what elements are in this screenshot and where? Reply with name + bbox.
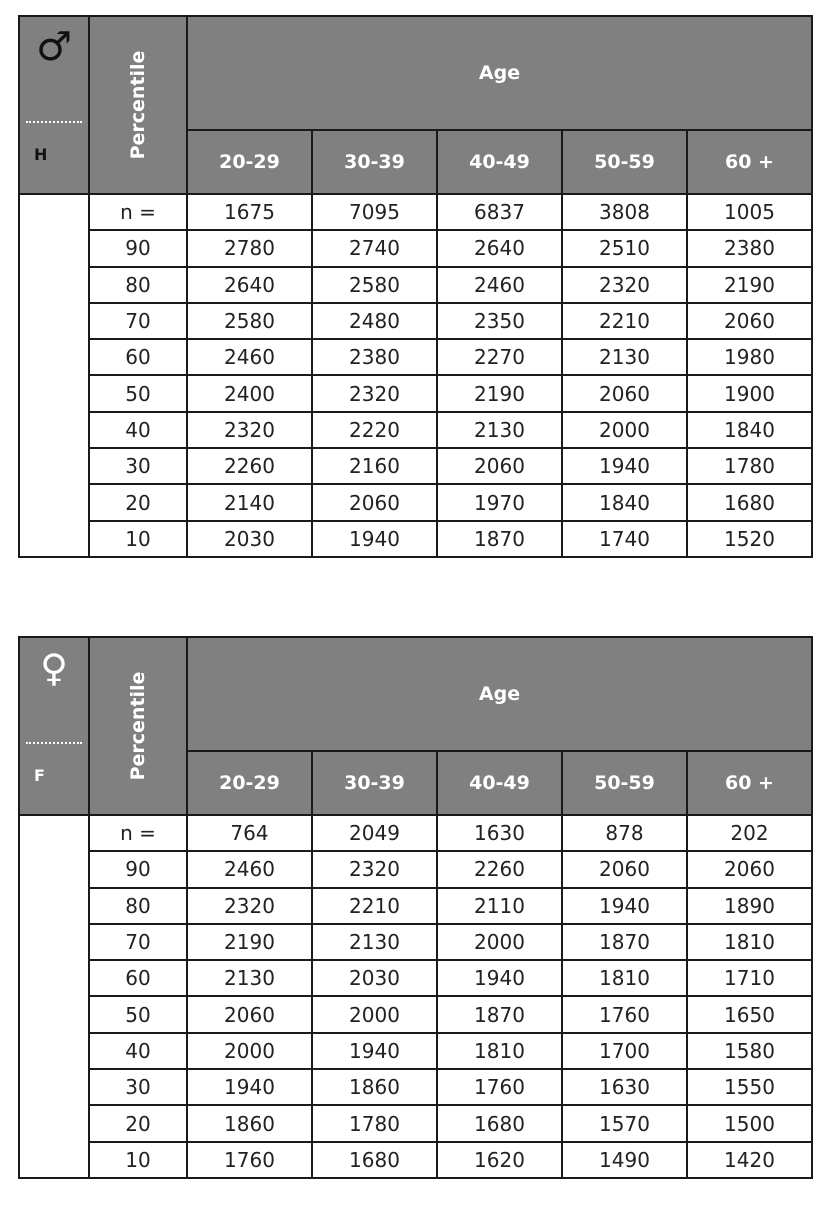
- value-cell: 1860: [187, 1105, 312, 1141]
- value-cell: 1980: [687, 339, 812, 375]
- value-cell: 2190: [187, 924, 312, 960]
- table-row: [19, 960, 812, 996]
- value-cell: 2049: [312, 815, 437, 851]
- female-table-body: [19, 815, 812, 1178]
- value-cell: 1940: [562, 888, 687, 924]
- percentile-cell: 90: [89, 230, 187, 266]
- age-group-header: 40-49: [437, 751, 562, 815]
- dotted-divider: [26, 121, 82, 123]
- dotted-divider: [26, 742, 82, 744]
- table-row: [19, 412, 812, 448]
- value-cell: 1630: [562, 1069, 687, 1105]
- value-cell: 2270: [437, 339, 562, 375]
- value-cell: 2140: [187, 484, 312, 520]
- percentile-cell: 70: [89, 924, 187, 960]
- percentile-cell: 60: [89, 960, 187, 996]
- value-cell: 2060: [562, 375, 687, 411]
- age-header: Age: [187, 16, 812, 130]
- value-cell: 2480: [312, 303, 437, 339]
- value-cell: 2210: [312, 888, 437, 924]
- value-cell: 2380: [312, 339, 437, 375]
- value-cell: 2320: [312, 851, 437, 887]
- value-cell: 6837: [437, 194, 562, 230]
- value-cell: 2130: [437, 412, 562, 448]
- percentile-cell: 60: [89, 339, 187, 375]
- value-cell: 1760: [187, 1142, 312, 1178]
- male-symbol-icon: ♂: [36, 24, 72, 70]
- value-cell: 2110: [437, 888, 562, 924]
- table-row: [19, 448, 812, 484]
- percentile-cell: 10: [89, 1142, 187, 1178]
- value-cell: 1630: [437, 815, 562, 851]
- age-group-header: 50-59: [562, 751, 687, 815]
- value-cell: 1740: [562, 521, 687, 557]
- value-cell: 2060: [687, 303, 812, 339]
- value-cell: 1870: [562, 924, 687, 960]
- value-cell: 2060: [187, 996, 312, 1032]
- value-cell: 2130: [187, 960, 312, 996]
- value-cell: 1620: [437, 1142, 562, 1178]
- female-letter: F: [34, 766, 45, 785]
- value-cell: 1490: [562, 1142, 687, 1178]
- blank-cell: [19, 815, 89, 1178]
- value-cell: 1520: [687, 521, 812, 557]
- percentile-cell: 80: [89, 267, 187, 303]
- table-row: [19, 375, 812, 411]
- value-cell: 1940: [187, 1069, 312, 1105]
- percentile-cell: 80: [89, 888, 187, 924]
- value-cell: 1870: [437, 996, 562, 1032]
- percentile-cell: 40: [89, 1033, 187, 1069]
- value-cell: 1650: [687, 996, 812, 1032]
- value-cell: 1700: [562, 1033, 687, 1069]
- value-cell: 1680: [312, 1142, 437, 1178]
- value-cell: 2160: [312, 448, 437, 484]
- table-row: [19, 339, 812, 375]
- age-group-header: 20-29: [187, 130, 312, 194]
- value-cell: 1810: [687, 924, 812, 960]
- value-cell: 2510: [562, 230, 687, 266]
- value-cell: 1680: [687, 484, 812, 520]
- value-cell: 2000: [187, 1033, 312, 1069]
- value-cell: 2190: [687, 267, 812, 303]
- value-cell: 1580: [687, 1033, 812, 1069]
- value-cell: 1900: [687, 375, 812, 411]
- percentile-cell: 50: [89, 375, 187, 411]
- value-cell: 2130: [562, 339, 687, 375]
- value-cell: 2060: [312, 484, 437, 520]
- value-cell: 1970: [437, 484, 562, 520]
- percentile-header: [89, 16, 187, 194]
- age-group-header: 30-39: [312, 751, 437, 815]
- table-row: [19, 1142, 812, 1178]
- value-cell: 2220: [312, 412, 437, 448]
- value-cell: 1940: [312, 1033, 437, 1069]
- age-group-header: 60 +: [687, 751, 812, 815]
- table-row: [19, 484, 812, 520]
- value-cell: 1500: [687, 1105, 812, 1141]
- value-cell: 1005: [687, 194, 812, 230]
- value-cell: 1810: [562, 960, 687, 996]
- value-cell: 1760: [437, 1069, 562, 1105]
- value-cell: 2780: [187, 230, 312, 266]
- value-cell: 2260: [437, 851, 562, 887]
- value-cell: 2740: [312, 230, 437, 266]
- percentile-cell: 40: [89, 412, 187, 448]
- male-symbol-cell: [19, 16, 89, 194]
- value-cell: 2460: [437, 267, 562, 303]
- percentile-cell: 20: [89, 484, 187, 520]
- value-cell: 764: [187, 815, 312, 851]
- percentile-cell: 20: [89, 1105, 187, 1141]
- table-row: [19, 851, 812, 887]
- value-cell: 2580: [187, 303, 312, 339]
- age-group-header: 60 +: [687, 130, 812, 194]
- value-cell: 1940: [437, 960, 562, 996]
- value-cell: 1870: [437, 521, 562, 557]
- table-row: [19, 521, 812, 557]
- percentile-cell: 50: [89, 996, 187, 1032]
- value-cell: 1840: [562, 484, 687, 520]
- table-row: [19, 303, 812, 339]
- table-row: [19, 1033, 812, 1069]
- age-header: Age: [187, 637, 812, 751]
- male-letter: H: [34, 145, 48, 164]
- age-group-header: 30-39: [312, 130, 437, 194]
- percentile-label: Percentile: [127, 671, 149, 781]
- value-cell: 2130: [312, 924, 437, 960]
- value-cell: 2000: [312, 996, 437, 1032]
- value-cell: 2000: [562, 412, 687, 448]
- female-percentile-table: [18, 636, 811, 1179]
- female-symbol-icon: ♀: [40, 646, 68, 690]
- value-cell: 2000: [437, 924, 562, 960]
- value-cell: 202: [687, 815, 812, 851]
- value-cell: 1710: [687, 960, 812, 996]
- percentile-cell: 90: [89, 851, 187, 887]
- value-cell: 1940: [562, 448, 687, 484]
- value-cell: 2030: [187, 521, 312, 557]
- value-cell: 2640: [437, 230, 562, 266]
- value-cell: 1760: [562, 996, 687, 1032]
- value-cell: 1675: [187, 194, 312, 230]
- percentile-header: [89, 637, 187, 815]
- value-cell: 1550: [687, 1069, 812, 1105]
- value-cell: 2210: [562, 303, 687, 339]
- value-cell: 1570: [562, 1105, 687, 1141]
- value-cell: 878: [562, 815, 687, 851]
- table-row: [19, 888, 812, 924]
- table-row: [19, 996, 812, 1032]
- value-cell: 1940: [312, 521, 437, 557]
- value-cell: 2640: [187, 267, 312, 303]
- value-cell: 2580: [312, 267, 437, 303]
- percentile-label: Percentile: [127, 50, 149, 160]
- table-row: [19, 194, 812, 230]
- percentile-cell: 30: [89, 448, 187, 484]
- percentile-cell: 30: [89, 1069, 187, 1105]
- table-row: [19, 1069, 812, 1105]
- value-cell: 2350: [437, 303, 562, 339]
- table-row: [19, 815, 812, 851]
- value-cell: 1840: [687, 412, 812, 448]
- percentile-cell: 70: [89, 303, 187, 339]
- female-symbol-cell: [19, 637, 89, 815]
- value-cell: 2060: [687, 851, 812, 887]
- value-cell: 2320: [187, 888, 312, 924]
- percentile-cell: n =: [89, 815, 187, 851]
- value-cell: 2320: [562, 267, 687, 303]
- value-cell: 2460: [187, 851, 312, 887]
- value-cell: 1810: [437, 1033, 562, 1069]
- value-cell: 2030: [312, 960, 437, 996]
- value-cell: 2060: [437, 448, 562, 484]
- value-cell: 1780: [687, 448, 812, 484]
- percentile-cell: n =: [89, 194, 187, 230]
- table-row: [19, 1105, 812, 1141]
- value-cell: 2320: [187, 412, 312, 448]
- table-row: [19, 924, 812, 960]
- blank-cell: [19, 194, 89, 557]
- table-row: [19, 230, 812, 266]
- male-percentile-table: [18, 15, 811, 558]
- value-cell: 2190: [437, 375, 562, 411]
- value-cell: 3808: [562, 194, 687, 230]
- value-cell: 1420: [687, 1142, 812, 1178]
- age-group-header: 50-59: [562, 130, 687, 194]
- age-group-header: 40-49: [437, 130, 562, 194]
- value-cell: 2060: [562, 851, 687, 887]
- value-cell: 1680: [437, 1105, 562, 1141]
- value-cell: 1780: [312, 1105, 437, 1141]
- value-cell: 1890: [687, 888, 812, 924]
- value-cell: 2400: [187, 375, 312, 411]
- table-row: [19, 267, 812, 303]
- value-cell: 7095: [312, 194, 437, 230]
- value-cell: 2320: [312, 375, 437, 411]
- value-cell: 2460: [187, 339, 312, 375]
- value-cell: 2380: [687, 230, 812, 266]
- male-table-body: [19, 194, 812, 557]
- value-cell: 2260: [187, 448, 312, 484]
- value-cell: 1860: [312, 1069, 437, 1105]
- percentile-cell: 10: [89, 521, 187, 557]
- age-group-header: 20-29: [187, 751, 312, 815]
